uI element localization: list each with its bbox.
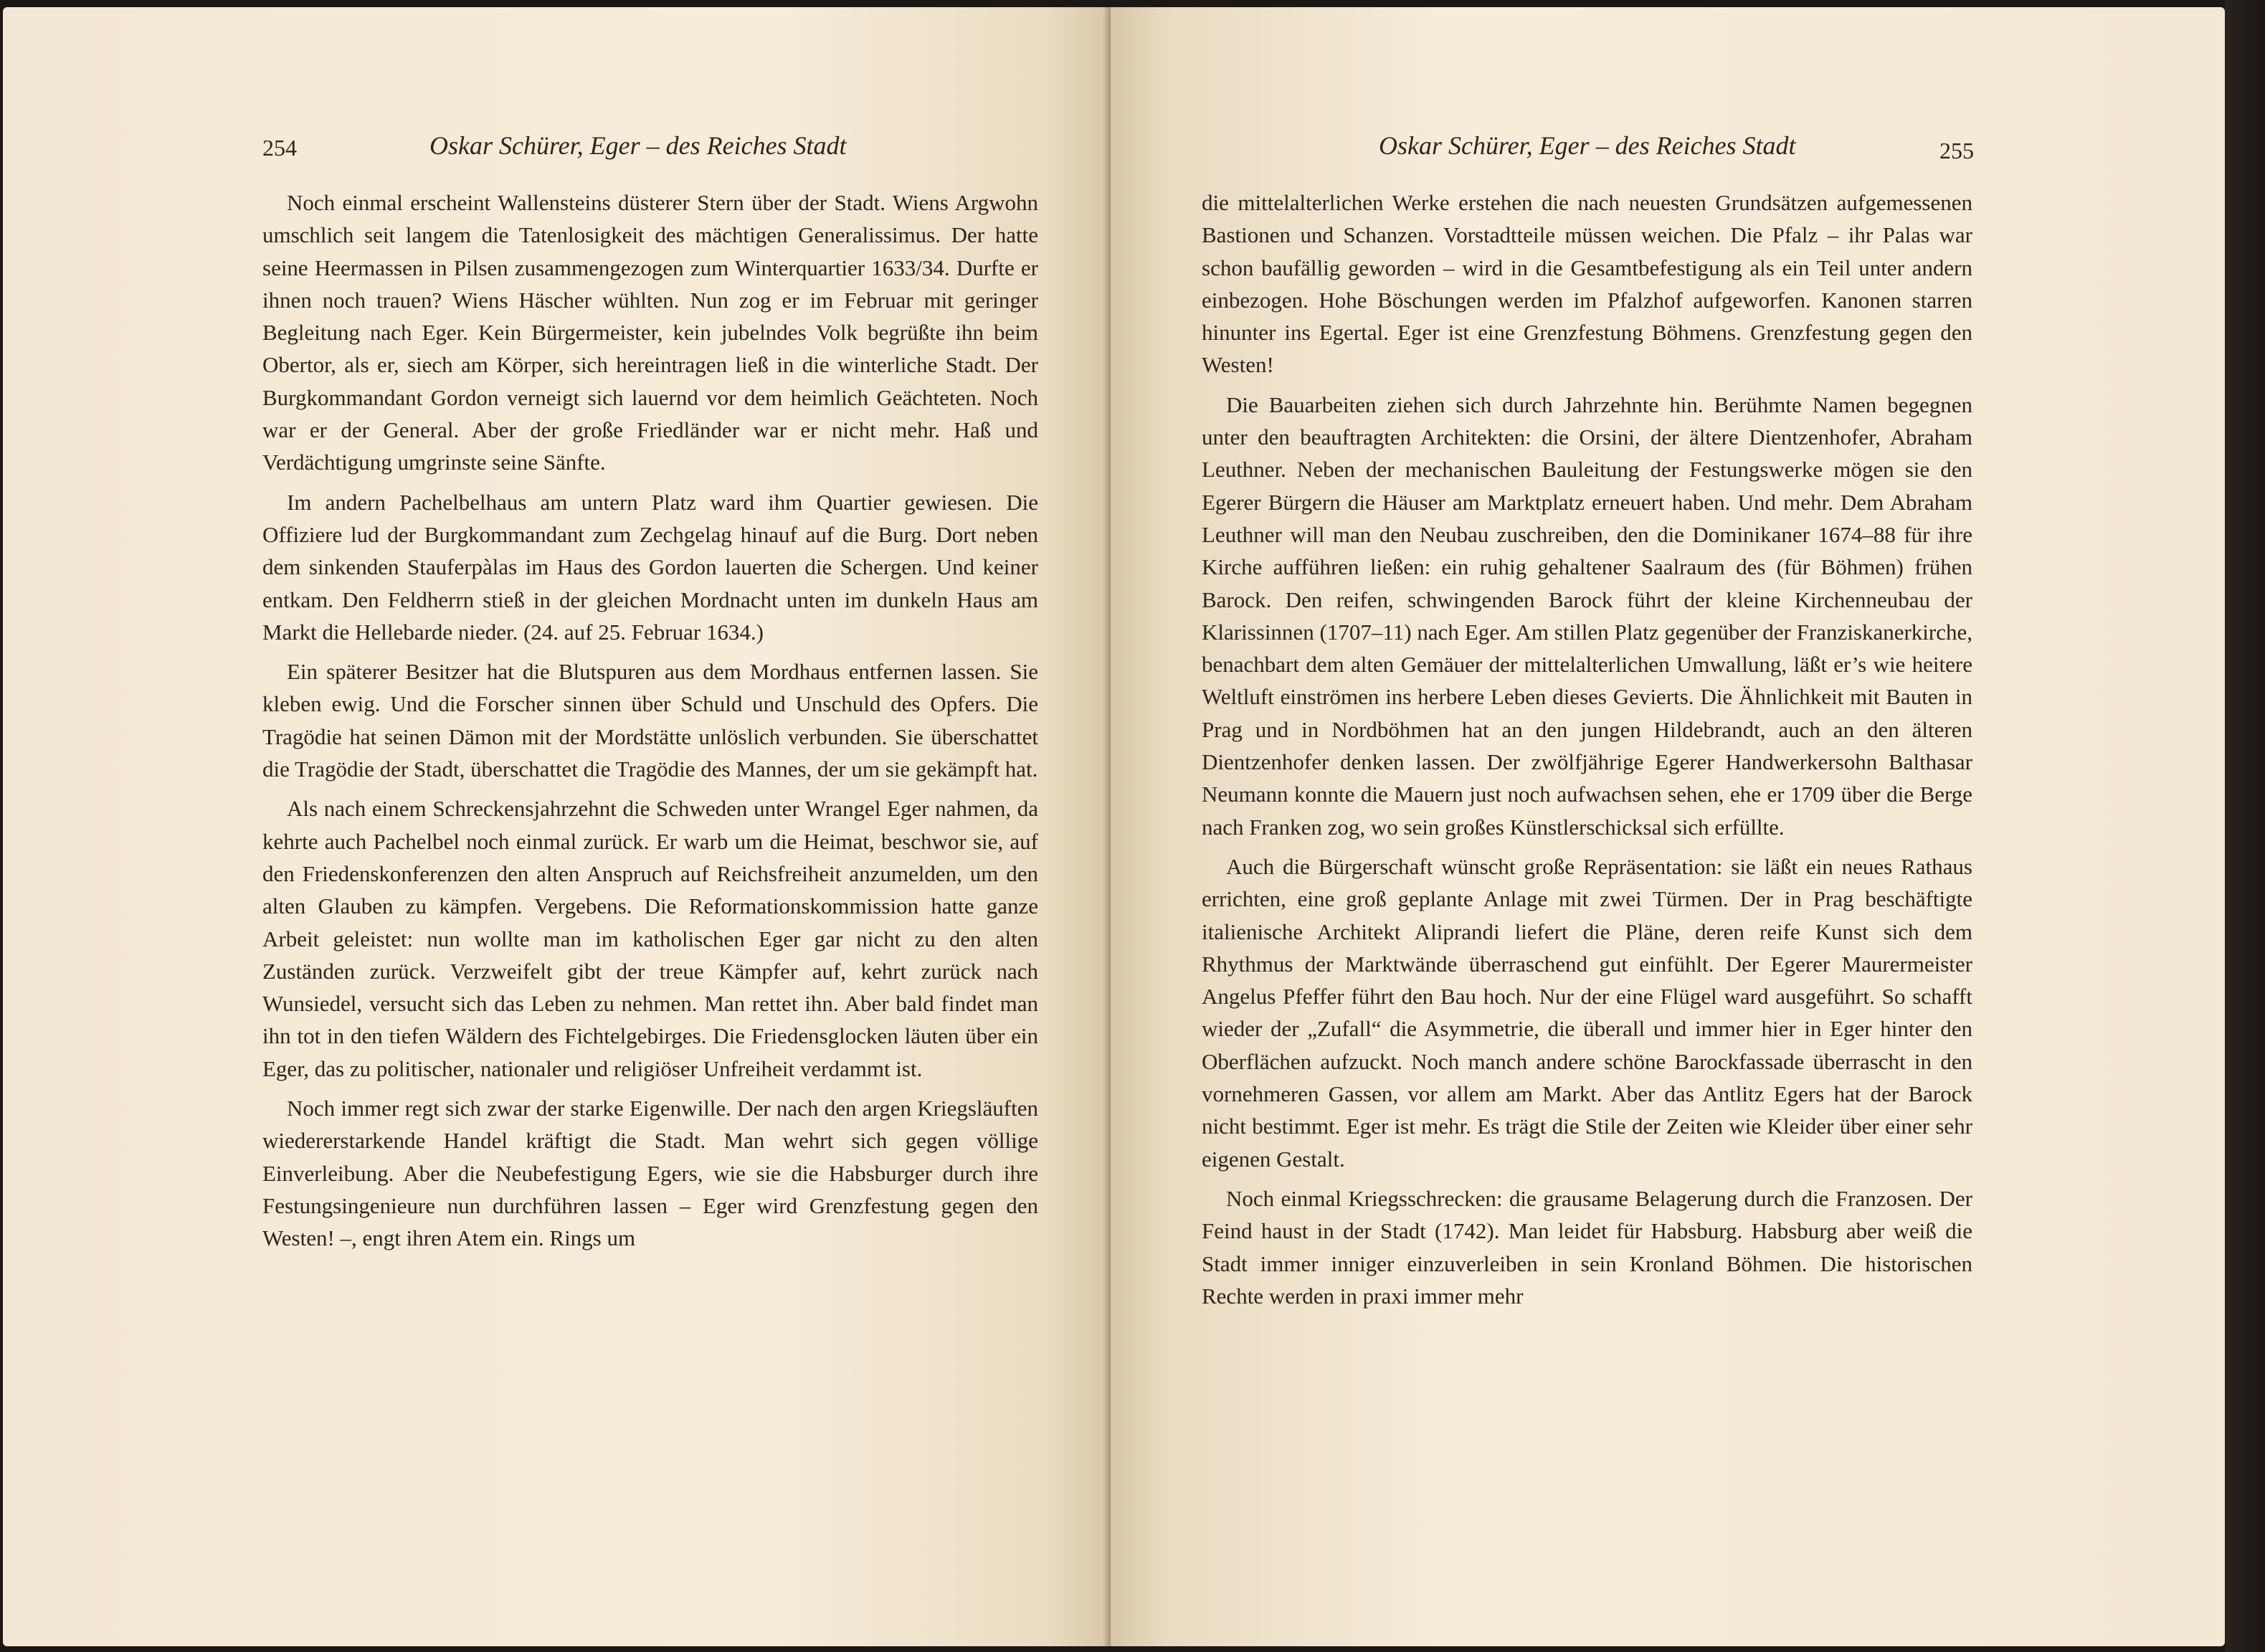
page-body xyxy=(1202,186,1972,1312)
background-edge xyxy=(2225,0,2265,1652)
page-number: 255 xyxy=(1939,138,1974,163)
paragraph: Im andern Pachelbelhaus am untern Platz ward ihm Quartier gewiesen. Die Offiziere lud der Burgkommandant zum Zechgelag hinauf auf die Burg. Dort neben dem sinkenden Stauferpàlas im Haus des Gordon lauerten die Schergen. Und keiner entkam. Den Feldherrn stieß in der gleichen Mordnacht unten im dunkeln Haus am Markt die Hellebarde nieder. (24. auf 25. Februar 1634.) xyxy=(262,489,1038,645)
page-number: 254 xyxy=(262,135,297,161)
paragraph: Die Bauarbeiten ziehen sich durch Jahrzehnte hin. Berühmte Namen begegnen unter den beauftragten Architekten: die Orsini, der ältere Dientzenhofer, Abraham Leuthner. Neben der mechanischen Bauleitung der Festungswerke mögen sie den Egerer Bürgern die Häuser am Marktplatz erneuert haben. Und mehr. Dem Abraham Leuthner will man den Neubau zuschreiben, den die Dominikaner 1674–88 für ihre Kirche aufführen ließen: ein ruhig gehaltener Saalraum des (für Böhmen) frühen Barock. Den reifen, schwingenden Barock führt der kleine Kirchenneubau der Klarissinnen (1707–11) nach Eger. Am stillen Platz gegenüber der Franziskanerkirche, benachbart dem alten Gemäuer der mittelalterlichen Umwallung, läßt er’s wie heitere Weltluft einströmen ins herbere Leben dieses Gevierts. Die Ähnlichkeit mit Bauten in Prag und in Nordböhmen hat an den jungen Hildebrandt, auch an den älteren Dientzenhofer denken lassen. Der zwölfjährige Egerer Handwerkersohn Balthasar Neumann konnte die Mauern just noch aufwachsen sehen, ehe er 1709 über die Berge nach Franken zog, wo sein großes Künstlerschicksal sich erfüllte. xyxy=(1202,391,1972,840)
paragraph: Noch einmal Kriegsschrecken: die grausame Belagerung durch die Franzosen. Der Feind haust in der Stadt (1742). Man leidet für Habsburg. Habsburg aber weiß die Stadt immer inniger einzuverleiben in sein Kronland Böhmen. Die historischen Rechte werden in praxi immer mehr xyxy=(1202,1185,1972,1309)
left-page xyxy=(3,7,1111,1646)
right-page xyxy=(1111,7,2225,1646)
paragraph: Auch die Bürgerschaft wünscht große Repräsentation: sie läßt ein neues Rathaus errichten, eine groß geplante Anlage mit zwei Türmen. Der in Prag beschäftigte italienische Architekt Aliprandi liefert die Pläne, deren reife Kunst sich dem Rhythmus der Marktwände überraschend gut einfühlt. Der Egerer Maurermeister Angelus Pfeffer führt den Bau hoch. Nur der eine Flügel ward ausgeführt. So schafft wieder der „Zufall“ die Asymmetrie, die überall und immer hier in Eger hinter den Oberflächen aufzuckt. Noch manch andere schöne Barockfassade überrascht in den vornehmeren Gassen, vor allem am Markt. Aber das Antlitz Egers hat der Barock nicht bestimmt. Eger ist mehr. Es trägt die Stile der Zeiten wie Kleider über einer sehr eigenen Gestalt. xyxy=(1202,853,1972,1172)
running-title: Oskar Schürer, Eger – des Reiches Stadt xyxy=(429,131,847,160)
paragraph: Ein späterer Besitzer hat die Blutspuren aus dem Mordhaus entfernen lassen. Sie kleben ewig. Und die Forscher sinnen über Schuld und Unschuld des Opfers. Die Tragödie hat seinen Dämon mit der Mordstätte unlöslich verbunden. Sie überschattet die Tragödie der Stadt, überschattet die Tragödie des Mannes, der um sie gekämpft hat. xyxy=(262,659,1038,782)
paragraph: Noch immer regt sich zwar der starke Eigenwille. Der nach den argen Kriegsläuften wiedererstarkende Handel kräftigt die Stadt. Man wehrt sich gegen völlige Einverleibung. Aber die Neubefestigung Egers, wie sie die Habsburger durch ihre Festungsingenieure nun durchführen lassen – Eger wird Grenzfestung gegen den Westen! –, engt ihren Atem ein. Rings um xyxy=(262,1096,1038,1251)
page-body xyxy=(262,186,1038,1255)
paragraph: Als nach einem Schreckensjahrzehnt die Schweden unter Wrangel Eger nahmen, da kehrte auch Pachelbel noch einmal zurück. Er warb um die Heimat, beschwor sie, auf den Friedenskonferenzen den alten Anspruch auf Reichsfreiheit anzumelden, um den alten Glauben zu kämpfen. Vergebens. Die Reformationskommission hatte ganze Arbeit geleistet: nun wollte man im katholischen Eger gar nicht zu den alten Zuständen zurück. Verzweifelt gibt der treue Kämpfer auf, kehrt zurück nach Wunsiedel, versucht sich das Leben zu nehmen. Man rettet ihn. Aber bald findet man ihn tot in den tiefen Wäldern des Fichtelgebirges. Die Friedensglocken läuten über ein Eger, das zu politischer, nationaler und religiöser Unfreiheit verdammt ist. xyxy=(262,796,1038,1081)
paragraph: Noch einmal erscheint Wallensteins düsterer Stern über der Stadt. Wiens Argwohn umschlich seit langem die Tatenlosigkeit des mächtigen Generalissimus. Der hatte seine Heermassen in Pilsen zusammengezogen zum Winterquartier 1633/34. Durfte er ihnen noch trauen? Wiens Häscher wühlten. Nun zog er im Februar mit geringer Begleitung nach Eger. Kein Bürgermeister, kein jubelndes Volk begrüßte ihn beim Obertor, als er, siech am Körper, sich hereintragen ließ in die winterliche Stadt. Der Burgkommandant Gordon verneigt sich lauernd vor dem heimlich Geächteten. Noch war er der General. Aber der große Friedländer war er nicht mehr. Haß und Verdächtigung umgrinste seine Sänfte. xyxy=(262,190,1038,475)
running-title: Oskar Schürer, Eger – des Reiches Stadt xyxy=(1379,131,1796,160)
continuation-paragraph: die mittelalterlichen Werke erstehen die nach neuesten Grundsätzen aufgemessenen Bastionen und Schanzen. Vorstadtteile müssen weichen. Die Pfalz – ihr Palas war schon baufällig geworden – wird in die Gesamtbefestigung als ein Teil unter andern einbezogen. Hohe Böschungen werden im Pfalzhof aufgeworfen. Kanonen starren hinunter ins Egertal. Eger ist eine Grenzfestung Böhmens. Grenzfestung gegen den Westen! xyxy=(1202,190,1972,378)
